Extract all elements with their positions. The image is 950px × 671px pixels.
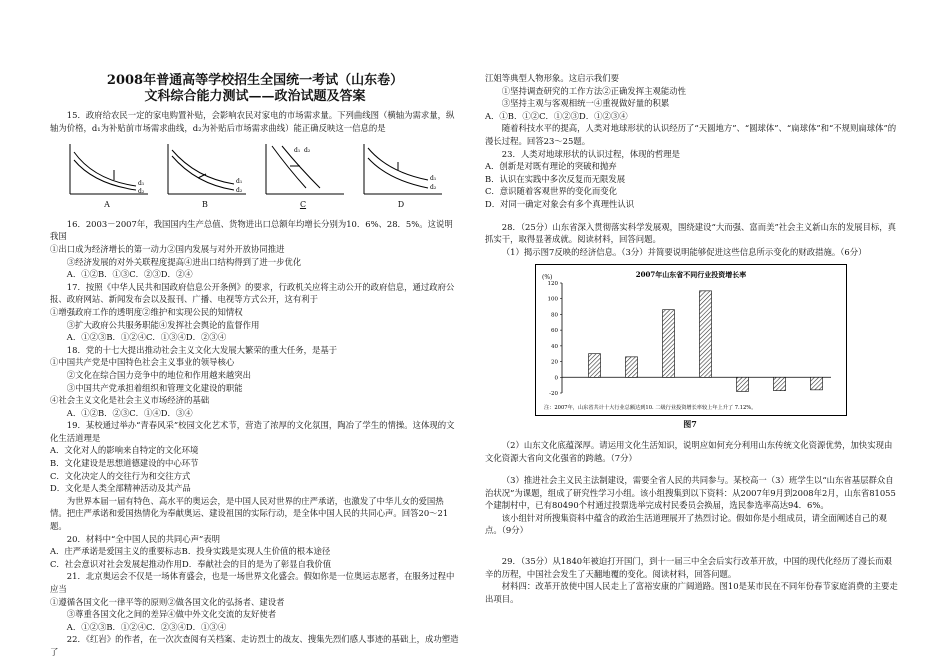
graph-b-plot (162, 140, 248, 198)
graph-a-d1: d₁ (138, 180, 145, 188)
q15-stem: 15．政府给农民一定的家电购置补贴，会影响农民对家电的市场需求量。下列曲线图（横轴为需求量，纵轴为价格，d₁为补贴前市场需求曲线，d₂为补贴后市场需求曲线）能正确反映这一信息的是 (50, 110, 455, 133)
left-column (50, 72, 460, 659)
chart-ytick-label-1: 100 (547, 297, 558, 304)
exam-title: 2008年普通高等学校招生全国统一考试（山东卷） (106, 73, 404, 88)
graph-b (162, 140, 248, 212)
investment-chart (535, 264, 847, 416)
q17-opt1: ①增强政府工作的透明度②维护和实现公民的知情权 (50, 306, 243, 317)
chart-bar-F (774, 378, 786, 391)
exam-subtitle: 文科综合能力测试——政治试题及答案 (144, 89, 366, 104)
q18-opt2: ②文化在综合国力竞争中的地位和作用越来越突出 (66, 369, 252, 380)
q23-opt-d: D．对同一确定对象会有多个真理性认识 (485, 198, 635, 209)
q23-opt-c: C．意识随着客观世界的变化而变化 (485, 186, 618, 197)
chart-ytick-label-5: 20 (551, 359, 558, 366)
graph-d-label: D (397, 200, 405, 210)
q16-stem: 16．2003－2007年，我国国内生产总值、货物进出口总额年均增长分别为10．6%、28．5%。这说明我国 (50, 218, 453, 242)
chart-title: 2007年山东省不同行业投资增长率 (635, 270, 747, 280)
graph-b-d2: d₂ (236, 187, 243, 195)
q22-opt1: ①坚持调查研究的工作方法②正确发挥主观能动性 (501, 85, 687, 96)
q23-stem: 23．人类对地球形状的认识过程，体现的哲理是 (501, 148, 680, 159)
q21-answers: A．①②③B．①②④C．②③④D．①③④ (66, 621, 227, 632)
q18-opt1: ①中国共产党是中国特色社会主义事业的领导核心 (50, 357, 235, 368)
q22-opt2: ③坚持主观与客观相统一④重视做好量的积累 (501, 98, 670, 109)
graph-a (64, 140, 150, 212)
q19-opt-d: D．文化是人类全部精神活动及其产品 (50, 483, 191, 494)
q16-answers: A．①②B．①③C．②③D．②④ (66, 269, 193, 280)
q23-opt-b: B．认识在实践中多次反复而无限发展 (485, 173, 626, 184)
q20-opt-a: A．庄严承诺是爱国主义的重要标志B．投身实践是实现人生价值的根本途径 (50, 546, 331, 557)
q18-stem: 18．党的十七大提出推动社会主义文化大发展大繁荣的重大任务，是基于 (66, 344, 338, 355)
q21-stem: 21．北京奥运会不仅是一场体育盛会，也是一场世界文化盛会。假如你是一位奥运志愿者，在服务过程中应当 (50, 571, 455, 594)
q18-opt3: ③中国共产党承担着组织和管理文化建设的职能 (66, 382, 243, 393)
chart-bar-G (811, 378, 823, 391)
graph-b-d1: d₁ (236, 178, 243, 186)
q19-opt-a: A．文化对人的影响来自特定的文化环境 (50, 445, 199, 456)
q28-sub2: （2）山东文化底蕴深厚。请运用文化生活知识，说明应如何充分利用山东传统文化资源优势，加快实现由文化资源大省向文化强省的跨越。（7分） (485, 439, 893, 463)
chart-axis (548, 281, 832, 397)
q29-stem: 29．（35分）从1840年被迫打开国门，到十一届三中全会后实行改革开放，中国的现代化经历了漫长而艰辛的历程，中国社会发生了天翻地覆的变化。阅读材料，回答问题。 (485, 556, 892, 579)
graph-d-plot (358, 140, 444, 198)
chart-ytick-label-7: -20 (549, 391, 558, 398)
chart-ytick-label-2: 80 (551, 312, 558, 319)
graph-c (260, 140, 346, 212)
chart-ytick-label-4: 40 (551, 344, 558, 351)
q19-opt-c: C．文化决定人的交往行为和交往方式 (50, 470, 191, 481)
q22-stem-cont: 江姐等典型人物形象。这启示我们要 (485, 73, 619, 83)
q16-opt1: ①出口成为经济增长的第一动力②国内发展与对外开放协同推进 (50, 243, 285, 254)
q18-opt4: ④社会主义文化是社会主义市场经济的基础 (50, 395, 210, 406)
chart-ytick-label-6: 0 (554, 375, 558, 382)
graph-c-d2: d₂ (304, 147, 311, 155)
graph-c-d1: d₁ (294, 147, 301, 155)
graph-d-d2: d₂ (430, 184, 437, 192)
chart-ylabel: (%) (542, 274, 553, 282)
q20-stem: 20．材料中“全中国人民的共同心声”表明 (66, 533, 221, 544)
q17-opt2: ③扩大政府公共服务职能④发挥社会舆论的监督作用 (66, 319, 260, 330)
chart-ytick-label-3: 60 (551, 328, 558, 335)
q28-sub1: （1）揭示图7反映的经济信息。（3分）并简要说明能够促进这些信息所示变化的财政措施。（6分） (501, 246, 867, 257)
figure-7-caption: 图7 (683, 419, 697, 430)
q28-sub3b: 该小组针对所搜集资料中蕴含的政治生活道理展开了热烈讨论。假如你是小组成员，请全面阐述自己的观点。（9分） (485, 512, 888, 536)
q19-opt-b: B．文化建设是思想道德建设的中心环节 (50, 458, 199, 469)
q21-opt1: ①遵循各国文化一律平等的原则②做各国文化的弘扬者、建设者 (50, 596, 285, 607)
q17-answers: A．①②③B．①②④C．①③④D．②③④ (66, 332, 227, 343)
q15-graphs (64, 140, 444, 212)
graph-a-d2: d₂ (138, 188, 145, 196)
q22-stem: 22．《红岩》的作者，在一次次查阅有关档案、走访烈士的战友、搜集先烈们感人事迹的基础上，成功塑造了 (50, 634, 459, 657)
right-column (485, 72, 900, 605)
chart-bar-C (663, 310, 675, 378)
q28-stem: 28．（25分）山东省深入贯彻落实科学发展观，围绕建设“大而强、富而美”社会主义新山东的发展目标，真抓实干，取得显著成就。阅读材料，回答问题。 (485, 221, 896, 245)
graph-a-plot (64, 140, 150, 198)
q18-answers: A．①②B．②③C．①④D．③④ (66, 407, 193, 418)
graph-d (358, 140, 444, 212)
q21-opt2: ③尊重各国文化之间的差异④做中外文化交流的友好使者 (66, 609, 277, 620)
q28-sub3: （3）推进社会主义民主法制建设，需要全省人民的共同参与。某校高一（3）班学生以“山东省基层群众自治状况”为课题，组成了研究性学习小组。该小组搜集到以下资料：从2007年9月到2008年2月，山东省81055个建制村中，已有80490个村通过投票选举完成村民委员会换届，选民参选率高达94．6%。 (485, 475, 896, 511)
figure-7 (535, 264, 845, 431)
q17-stem: 17．按照《中华人民共和国政府信息公开条例》的要求，行政机关应将主动公开的政府信息，通过政府公报、政府网站、新闻发布会以及报刊、广播、电视等方式公开，这有利于 (50, 281, 455, 305)
chart-bars (589, 291, 823, 392)
graph-d-d1: d₁ (430, 175, 437, 183)
chart-bar-B (626, 357, 638, 377)
graph-c-plot (260, 140, 346, 198)
chart-note: 注：2007年，山东省共计十大行业总额达到10. 二级行业投资增长率较上年上升了 7.12%。 (544, 405, 757, 412)
material-20: 为世界本届一届有特色、高水平的奥运会，是中国人民对世界的庄严承诺，也激发了中华儿女的爱国热情。把庄严承诺和爱国热情化为奉献奥运、建设祖国的实际行动，是全体中国人民的共同心声。回答20～21题。 (50, 495, 449, 532)
graph-c-label: C (299, 200, 307, 210)
q16-opt2: ③经济发展的对外关联程度提高④进出口结构得到了进一步优化 (66, 256, 302, 267)
graph-a-label: A (104, 200, 110, 210)
chart-svg (536, 265, 846, 415)
q22-answers: A．①B．①②C．①②③D．①②③④ (485, 110, 628, 121)
chart-bar-E (737, 378, 749, 392)
chart-bar-D (700, 291, 712, 377)
material-23: 随着科技水平的提高，人类对地球形状的认识经历了“天圆地方”、“圆球体”、“扁球体”和“不规则扁球体”的漫长过程。回答23～25题。 (485, 123, 897, 146)
graph-b-label: B (202, 200, 208, 210)
chart-bar-A (589, 354, 601, 378)
q20-opt-c: C．社会意识对社会发展起推动作用D．奉献社会的目的是为了彰显自我价值 (50, 558, 332, 569)
q19-stem: 19．某校通过举办“青春风采”校园文化艺术节，营造了浓厚的文化氛围，陶冶了学生的情操。这体现的文化生活道理是 (50, 420, 455, 443)
q29-material: 材料四：改革开放使中国人民走上了富裕安康的广阔道路。图10是某市民在不同年份春节家庭消费的主要走出项目。 (485, 581, 898, 604)
q23-opt-a: A．创新是对既有理论的突破和抛弃 (485, 161, 617, 172)
chart-ytick-label-0: 120 (547, 281, 558, 288)
